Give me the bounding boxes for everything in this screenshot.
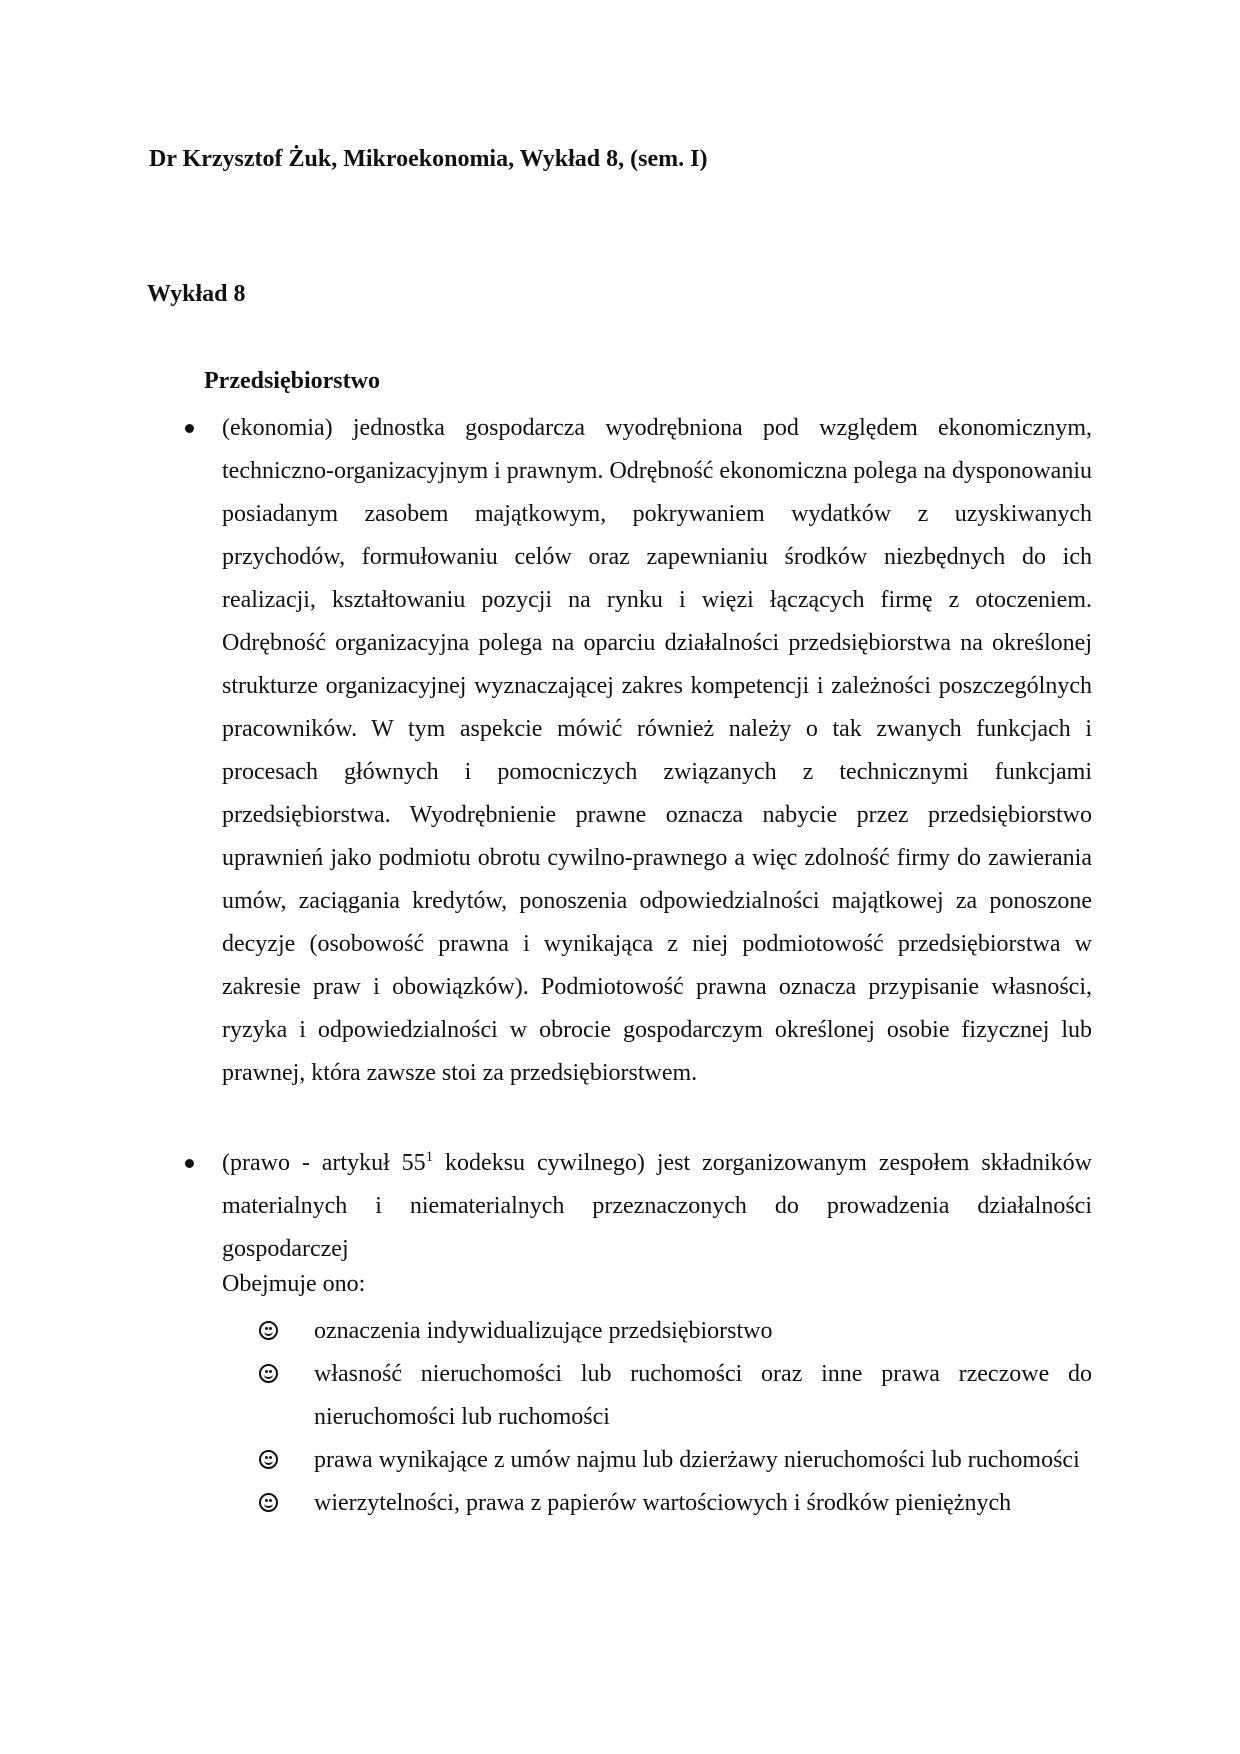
document-header: Dr Krzysztof Żuk, Mikroekonomia, Wykład 8, (sem. I): [149, 146, 708, 172]
smiley-face-icon: [259, 1450, 278, 1469]
list-item-text: własność nieruchomości lub ruchomości oraz inne prawa rzeczowe do nieruchomości lub ruchomości: [314, 1361, 1092, 1430]
includes-label: Obejmuje ono:: [222, 1271, 366, 1297]
bullet-text-start: (prawo - artykuł 55: [222, 1150, 426, 1176]
section-title: Przedsiębiorstwo: [204, 368, 380, 394]
smiley-face-icon: [259, 1321, 278, 1340]
list-item-text: oznaczenia indywidualizujące przedsiębiorstwo: [314, 1318, 773, 1344]
bullet-icon: [185, 1159, 194, 1168]
bullet-text-end: kodeksu cywilnego) jest zorganizowanym zespołem składników materialnych i niematerialnych przeznaczonych do prowadzenia działalności gospodarczej: [222, 1150, 1092, 1262]
list-item-text: wierzytelności, prawa z papierów wartościowych i środków pieniężnych: [314, 1490, 1012, 1516]
lecture-title: Wykład 8: [147, 281, 246, 307]
bullet-icon: [185, 424, 194, 433]
bullet-text: (ekonomia) jednostka gospodarcza wyodrębniona pod względem ekonomicznym, techniczno-organizacyjnym i prawnym. Odrębność ekonomiczna polega na dysponowaniu posiadanym zasobem majątkowym, pokrywaniem wydatków z uzyskiwanych przychodów, formułowaniu celów oraz zapewnianiu środków niezbędnych do ich realizacji, kształtowaniu pozycji na rynku i więzi łączących firmę z otoczeniem. Odrębność organizacyjna polega na oparciu działalności przedsiębiorstwa na określonej strukturze organizacyjnej wyznaczającej zakres kompetencji i zależności poszczególnych pracowników. W tym aspekcie mówić również należy o tak zwanych funkcjach i procesach głównych i pomocniczych związanych z technicznymi funkcjami przedsiębiorstwa. Wyodrębnienie prawne oznacza nabycie przez przedsiębiorstwo uprawnień jako podmiotu obrotu cywilno-prawnego a więc zdolność firmy do zawierania umów, zaciągania kredytów, ponoszenia odpowiedzialności majątkowej za ponoszone decyzje (osobowość prawna i wynikająca z niej podmiotowość przedsiębiorstwa w zakresie praw i obowiązków). Podmiotowość prawna oznacza przypisanie własności, ryzyka i odpowiedzialności w obrocie gospodarczym określonej osobie fizycznej lub prawnej, która zawsze stoi za przedsiębiorstwem.: [222, 415, 1092, 1086]
bullet-item-economics: [222, 407, 1092, 1095]
components-list: [257, 1310, 1092, 1525]
list-item: [257, 1482, 1092, 1525]
smiley-face-icon: [259, 1493, 278, 1512]
list-item: [257, 1353, 1092, 1439]
bullet-item-law: [222, 1142, 1092, 1271]
article-superscript: 1: [425, 1149, 434, 1165]
list-item: [257, 1439, 1092, 1482]
list-item: [257, 1310, 1092, 1353]
smiley-face-icon: [259, 1364, 278, 1383]
list-item-text: prawa wynikające z umów najmu lub dzierżawy nieruchomości lub ruchomości: [314, 1447, 1080, 1473]
